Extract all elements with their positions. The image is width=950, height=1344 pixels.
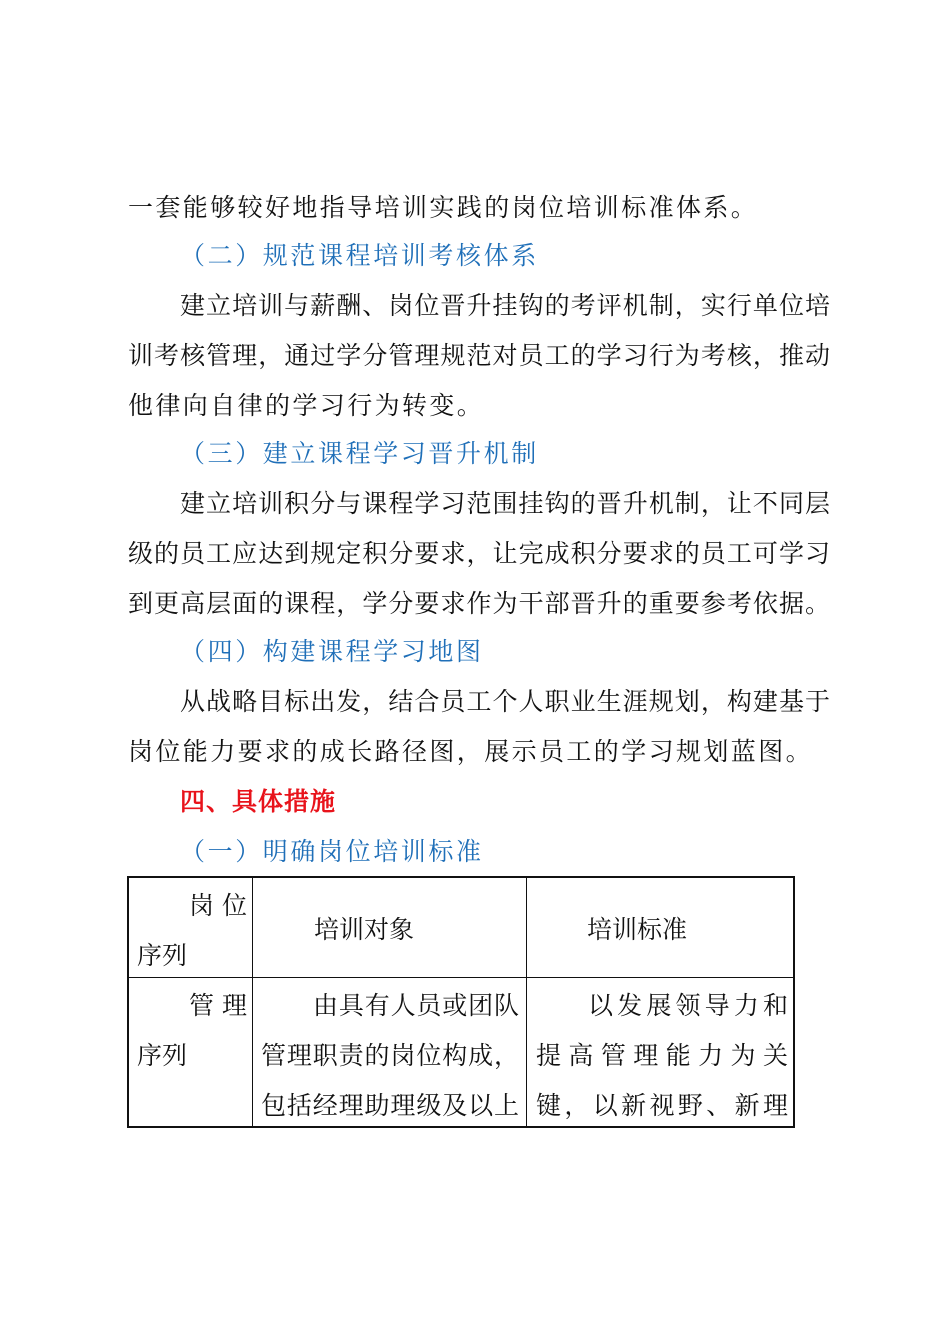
- table-row-divider: [129, 977, 793, 978]
- table-cell: 管 理: [189, 991, 247, 1020]
- table-cell: 以发展领导力和: [588, 991, 788, 1020]
- table-header-cell: 岗 位: [189, 891, 247, 920]
- table-header-cell: 培训对象: [314, 915, 415, 944]
- table-column-divider: [526, 878, 527, 1126]
- paragraph-line: 从战略目标出发，结合员工个人职业生涯规划，构建基于: [180, 687, 830, 716]
- table-cell: 提高管理能力为关: [536, 1041, 788, 1070]
- paragraph-line: 岗位能力要求的成长路径图，展示员工的学习规划蓝图。: [128, 737, 814, 766]
- paragraph-line: 到更高层面的课程，学分要求作为干部晋升的重要参考依据。: [128, 589, 830, 618]
- subheading-3: （三）建立课程学习晋升机制: [180, 439, 539, 468]
- paragraph-line: 建立培训与薪酬、岗位晋升挂钩的考评机制，实行单位培: [180, 291, 830, 320]
- table-header-cell: 培训标准: [587, 915, 688, 944]
- paragraph-line: 级的员工应达到规定积分要求，让完成积分要求的员工可学习: [128, 539, 830, 568]
- paragraph-line: 他律向自律的学习行为转变。: [128, 391, 485, 420]
- subheading-2: （二）规范课程培训考核体系: [180, 241, 539, 270]
- subheading-5: （一）明确岗位培训标准: [180, 837, 484, 866]
- training-standards-table: [127, 876, 795, 1128]
- table-header-cell: 序列: [137, 941, 188, 970]
- subheading-4: （四）构建课程学习地图: [180, 637, 484, 666]
- paragraph-line: 一套能够较好地指导培训实践的岗位培训标准体系。: [128, 193, 759, 222]
- section-title: 四、具体措施: [180, 787, 337, 816]
- table-cell: 包括经理助理级及以上: [261, 1091, 519, 1120]
- table-cell: 管理职责的岗位构成，: [261, 1041, 519, 1070]
- table-cell: 由具有人员或团队: [313, 991, 519, 1020]
- paragraph-line: 建立培训积分与课程学习范围挂钩的晋升机制，让不同层: [180, 489, 830, 518]
- paragraph-line: 训考核管理，通过学分管理规范对员工的学习行为考核，推动: [128, 341, 830, 370]
- table-cell: 序列: [137, 1041, 188, 1070]
- table-column-divider: [252, 878, 253, 1126]
- table-cell: 键，以新视野、新理: [536, 1091, 788, 1120]
